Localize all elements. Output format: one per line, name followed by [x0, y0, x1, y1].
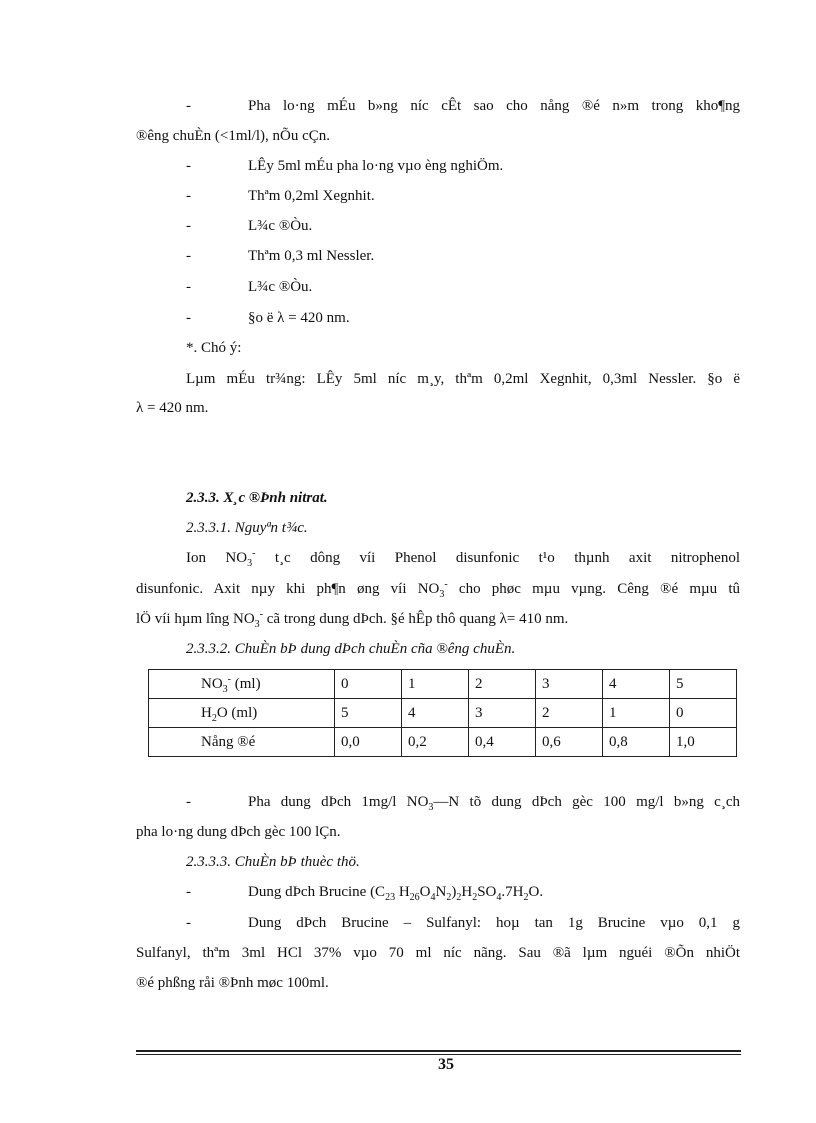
principle-line3: lÖ víi hµm lîng $NO_3^-$ cã trong dung dÞch. §é hÊp thô quang λ= 410 nm.: [136, 609, 569, 630]
table-cell: 0: [670, 699, 737, 728]
step-add-xegnhit: Thªm 0,2ml Xegnhit.: [248, 188, 375, 204]
table-row: [149, 670, 737, 699]
bullet-dash: -: [186, 188, 191, 204]
brucine-formula-line: Dung dÞch Brucine ($C_{23}$ $H_{26}O_4N_2)_2H_2SO_4.7H_2O$.: [248, 884, 544, 903]
table-cell: 0: [335, 670, 402, 699]
step-measure: §o ë λ = 420 nm.: [248, 310, 350, 326]
subsection-principle-title: 2.3.3.1. Nguyªn t¾c.: [186, 520, 308, 536]
table-cell: 0,6: [536, 728, 603, 757]
table-cell: 5: [670, 670, 737, 699]
bullet-dash: -: [186, 248, 191, 264]
table-cell: 0,0: [335, 728, 402, 757]
bullet-dash: -: [186, 915, 191, 931]
blank-sample-line1: Lµm mÉu tr¾ng: LÊy 5ml níc m¸y, thªm 0,2ml Xegnhit, 0,3ml Nessler. §o ë: [186, 371, 740, 387]
principle-line2: disunfonic. Axit nµy khi ph¶n øng víi $NO_3^-$ cho phøc mµu vµng. Cêng ®é mµu tû: [136, 579, 740, 600]
bullet-dash: -: [186, 98, 191, 114]
table-cell: 2: [536, 699, 603, 728]
blank-sample-line2: λ = 420 nm.: [136, 400, 209, 416]
row-label-h2o: $H_2O$ (ml): [149, 699, 335, 728]
step-dilute-sample-cont: ®êng chuÈn (<1ml/l), nÕu cÇn.: [136, 128, 330, 144]
principle-line1: Ion $NO_3^-$ t¸c dông víi Phenol disunfonic t¹o thµnh axit nitrophenol: [186, 548, 740, 569]
row-label-no3: $NO_3^-$ (ml): [149, 670, 335, 699]
page-number: 35: [438, 1056, 454, 1073]
step-dilute-sample: Pha lo·ng mÉu b»ng níc cÊt sao cho nång ®é n»m trong kho¶ng: [248, 98, 740, 114]
bullet-dash: -: [186, 279, 191, 295]
step-shake-2: L¾c ®Òu.: [248, 279, 313, 295]
footer-rule-thin: [136, 1054, 741, 1055]
table-cell: 0,2: [402, 728, 469, 757]
row-label-concentration: Nång ®é: [149, 728, 335, 757]
table-cell: 4: [603, 670, 670, 699]
table-row: [149, 728, 737, 757]
section-title: 2.3.3. X¸c ®Þnh nitrat.: [186, 490, 328, 506]
sulfanyl-line2: Sulfanyl, thªm 3ml HCl 37% vµo 70 ml níc nãng. Sau ®ã lµm nguéi ®Õn nhiÖt: [136, 945, 740, 961]
lambda-symbol: λ: [277, 310, 285, 326]
table-cell: 3: [536, 670, 603, 699]
subsection-reagent-title: 2.3.3.3. ChuÈn bÞ thuèc thö.: [186, 854, 360, 870]
table-cell: 2: [469, 670, 536, 699]
dilution-line2: pha lo·ng dung dÞch gèc 100 lÇn.: [136, 824, 341, 840]
step-add-nessler: Thªm 0,3 ml Nessler.: [248, 248, 375, 264]
table-cell: 0,8: [603, 728, 670, 757]
sulfanyl-line3: ®é phßng råi ®Þnh møc 100ml.: [136, 975, 329, 991]
sulfanyl-line1: Dung dÞch Brucine – Sulfanyl: hoµ tan 1g Brucine vµo 0,1 g: [248, 915, 740, 931]
dilution-line1: Pha dung dÞch 1mg/l $NO_3—N$ tõ dung dÞch gèc 100 mg/l b»ng c¸ch: [248, 794, 740, 813]
subsection-standard-title: 2.3.3.2. ChuÈn bÞ dung dÞch chuÈn cña ®êng chuÈn.: [186, 641, 516, 657]
table-cell: 1: [402, 670, 469, 699]
standard-curve-table: [148, 669, 737, 757]
note-label: *. Chó ý:: [186, 340, 242, 356]
step-shake-1: L¾c ®Òu.: [248, 218, 313, 234]
bullet-dash: -: [186, 884, 191, 900]
bullet-dash: -: [186, 794, 191, 810]
footer-rule-thick: [136, 1050, 741, 1052]
table-cell: 3: [469, 699, 536, 728]
bullet-dash: -: [186, 218, 191, 234]
step-take-sample: LÊy 5ml mÉu pha lo·ng vµo èng nghiÖm.: [248, 158, 504, 174]
table-cell: 4: [402, 699, 469, 728]
table-cell: 1: [603, 699, 670, 728]
bullet-dash: -: [186, 158, 191, 174]
table-cell: 5: [335, 699, 402, 728]
table-row: [149, 699, 737, 728]
bullet-dash: -: [186, 310, 191, 326]
table-cell: 0,4: [469, 728, 536, 757]
table-cell: 1,0: [670, 728, 737, 757]
